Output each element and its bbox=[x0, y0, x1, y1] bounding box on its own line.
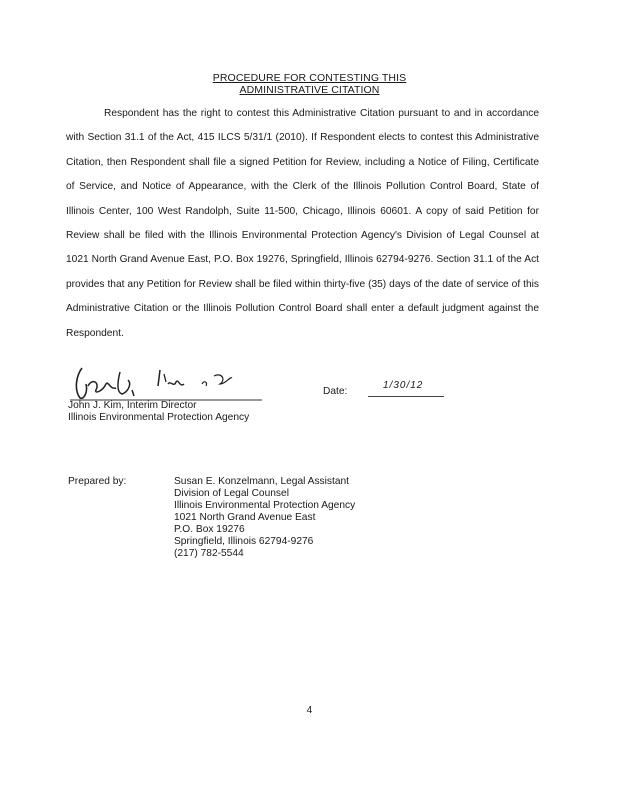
handwritten-signature bbox=[62, 362, 272, 402]
prepared-by-line: Susan E. Konzelmann, Legal Assistant bbox=[174, 476, 349, 487]
prepared-by-line: 1021 North Grand Avenue East bbox=[174, 512, 316, 523]
prepared-by-line: Springfield, Illinois 62794-9276 bbox=[174, 536, 314, 547]
date-value: 1/30/12 bbox=[383, 380, 424, 391]
prepared-by-label: Prepared by: bbox=[68, 476, 127, 487]
prepared-by-line: (217) 782-5544 bbox=[174, 548, 244, 559]
prepared-by-line: Illinois Environmental Protection Agency bbox=[174, 500, 356, 511]
prepared-by-line: P.O. Box 19276 bbox=[174, 524, 245, 535]
procedure-paragraph: Respondent has the right to contest this Administrative Citation pursuant to and in accordance with Section 31.1 of the Act, 415 ILCS 5/31/1 (2010). If Respondent elects to contest this Administrative Citation, then Respondent shall file a signed Petition for Review, including a Notice of Filing, Certificate of Service, and Notice of Appearance, with the Clerk of the Illinois Pollution Control Board, State of Illinois Center, 100 West Randolph, Suite 11-500, Chicago, Illinois 60601. A copy of said Petition for Review shall be filed with the Illinois Environmental Protection Agency's Division of Legal Counsel at 1021 North Grand Avenue East, P.O. Box 19276, Springfield, Illinois 62794-9276. Section 31.1 of the Act provides that any Petition for Review shall be filed within thirty-five (35) days of the date of service of this Administrative Citation or the Illinois Pollution Control Board shall enter a default judgment against the Respondent. bbox=[66, 108, 539, 339]
signatory-agency: Illinois Environmental Protection Agency bbox=[68, 412, 250, 423]
date-underline bbox=[368, 396, 444, 397]
signatory-name-title: John J. Kim, Interim Director bbox=[68, 400, 197, 411]
heading-line-1: PROCEDURE FOR CONTESTING THIS bbox=[212, 72, 407, 84]
page-number: 4 bbox=[306, 705, 313, 716]
prepared-by-line: Division of Legal Counsel bbox=[174, 488, 289, 499]
prepared-by-block bbox=[174, 476, 355, 560]
date-label: Date: bbox=[323, 386, 348, 397]
heading-line-2: ADMINISTRATIVE CITATION bbox=[239, 84, 380, 96]
